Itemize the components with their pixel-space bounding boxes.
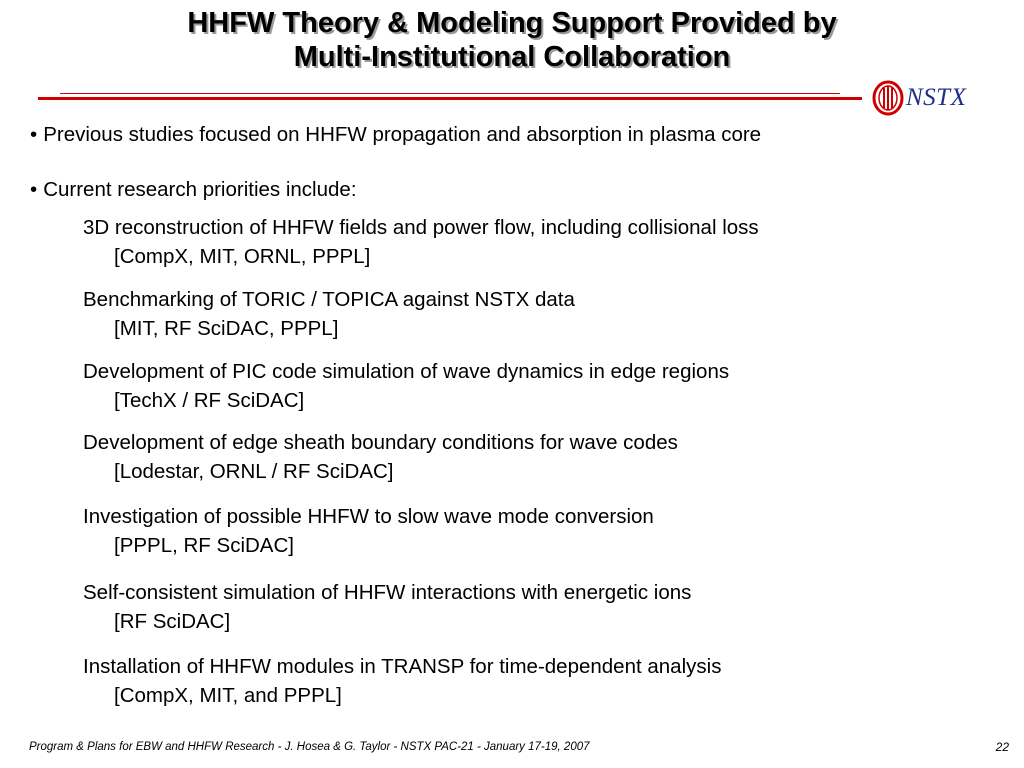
priority-institutions: [CompX, MIT, ORNL, PPPL] — [114, 245, 371, 268]
priority-institutions: [TechX / RF SciDAC] — [114, 389, 305, 412]
priority-text: 3D reconstruction of HHFW fields and power flow, including collisional loss — [83, 216, 759, 239]
page-number: 22 — [995, 740, 1009, 754]
priority-text: Investigation of possible HHFW to slow wave mode conversion — [83, 505, 654, 528]
page-title — [0, 6, 1024, 74]
priority-item — [83, 578, 691, 636]
priority-text: Installation of HHFW modules in TRANSP for time-dependent analysis — [83, 655, 722, 678]
priority-item — [83, 652, 721, 710]
priority-item — [83, 285, 575, 343]
priority-text: Development of edge sheath boundary conditions for wave codes — [83, 431, 678, 454]
priority-item — [83, 428, 678, 486]
bullet-dot: • — [30, 123, 38, 146]
priority-institutions: [CompX, MIT, and PPPL] — [114, 684, 342, 707]
priority-institutions: [RF SciDAC] — [114, 610, 231, 633]
priority-text: Self-consistent simulation of HHFW interactions with energetic ions — [83, 581, 692, 604]
footer-citation: Program & Plans for EBW and HHFW Research - J. Hosea & G. Taylor - NSTX PAC-21 - January 17-19, 2007 — [29, 741, 590, 753]
priority-text: Benchmarking of TORIC / TOPICA against NSTX data — [83, 288, 575, 311]
bullet-text: Current research priorities include: — [43, 178, 357, 201]
logo-text: NSTX — [906, 84, 967, 111]
title-line-1: HHFW Theory & Modeling Support Provided by — [187, 7, 837, 39]
priority-institutions: [Lodestar, ORNL / RF SciDAC] — [114, 460, 394, 483]
nstx-emblem-icon — [872, 80, 904, 116]
title-divider — [38, 97, 862, 100]
priority-institutions: [PPPL, RF SciDAC] — [114, 534, 294, 557]
bullet-text: Previous studies focused on HHFW propagation and absorption in plasma core — [43, 123, 762, 146]
priority-item — [83, 502, 654, 560]
priority-item — [83, 213, 759, 271]
bullet-dot: • — [30, 178, 38, 201]
priority-institutions: [MIT, RF SciDAC, PPPL] — [114, 317, 339, 340]
nstx-logo — [872, 80, 1000, 120]
priority-item — [83, 357, 729, 415]
title-divider-thin — [60, 93, 840, 94]
title-line-2: Multi-Institutional Collaboration — [293, 41, 731, 73]
bullet-item — [30, 122, 761, 148]
priority-text: Development of PIC code simulation of wave dynamics in edge regions — [83, 360, 730, 383]
bullet-item — [30, 177, 357, 203]
